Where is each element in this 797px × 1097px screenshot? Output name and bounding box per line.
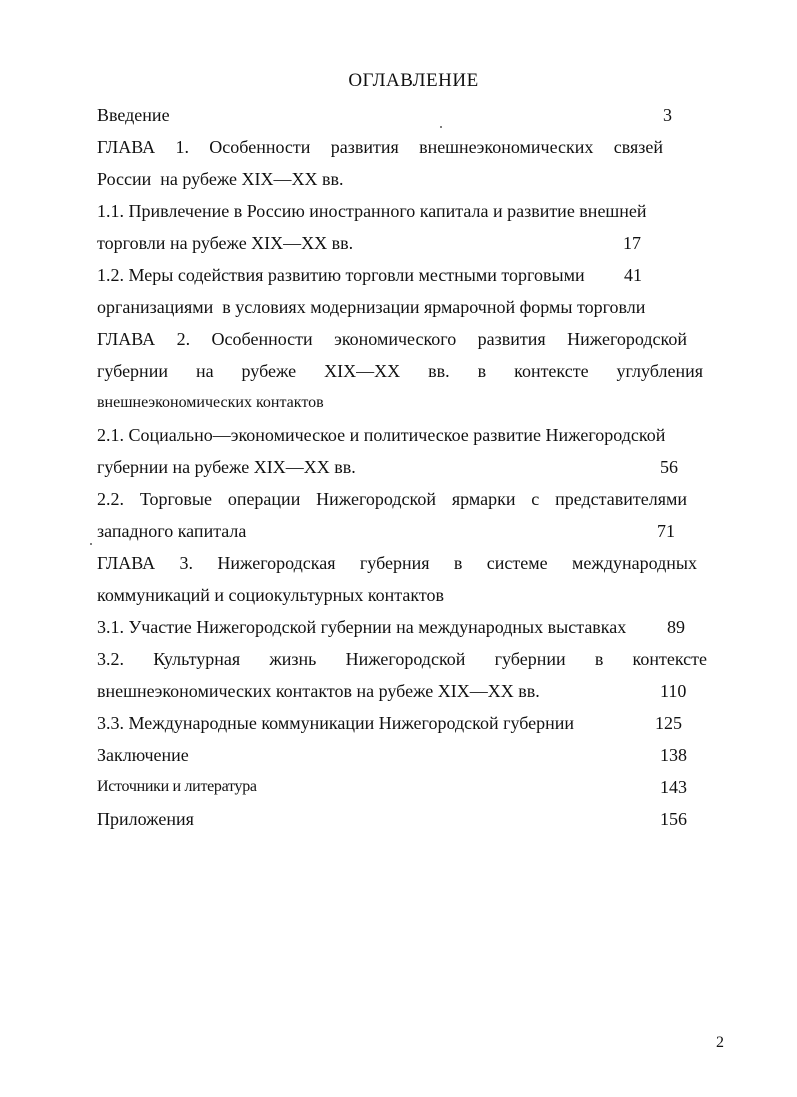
toc-page-1-1: 17 [623, 233, 641, 253]
toc-chapter-2-line-1: ГЛАВА 2. Особенности экономического развития Нижегородской [97, 329, 687, 349]
toc-entry-appendix: Приложения [97, 809, 194, 829]
toc-chapter-2-line-3: внешнеэкономических контактов [97, 394, 324, 411]
toc-page-2-1: 56 [660, 457, 678, 477]
toc-section-3-3-line-1: 3.3. Международные коммуникации Нижегородской губернии [97, 713, 575, 733]
toc-section-1-2-line-1: 1.2. Меры содействия развитию торговли местными торговыми [97, 265, 585, 285]
toc-entry-intro: Введение [97, 105, 170, 125]
toc-page-sources: 143 [660, 777, 687, 797]
toc-page-3-1: 89 [667, 617, 685, 637]
toc-page-appendix: 156 [660, 809, 687, 829]
toc-section-2-1-line-1: 2.1. Социально—экономическое и политическое развитие Нижегородской [97, 425, 666, 445]
toc-section-2-2-line-2: западного капитала [97, 521, 247, 541]
toc-page-3-3: 125 [655, 713, 682, 733]
toc-chapter-2-line-2: губернии на рубеже XIX—XX вв. в контексте углубления [97, 361, 703, 381]
toc-title: ОГЛАВЛЕНИЕ [348, 70, 479, 91]
toc-chapter-3-line-1: ГЛАВА 3. Нижегородская губерния в системе международных [97, 553, 697, 573]
toc-page-2-2: 71 [657, 521, 675, 541]
toc-section-2-1-line-2: губернии на рубеже XIX—XX вв. [97, 457, 356, 477]
toc-page-3-2: 110 [660, 681, 687, 701]
toc-section-3-1-line-1: 3.1. Участие Нижегородской губернии на международных выставках [97, 617, 627, 637]
toc-section-3-2-line-1: 3.2. Культурная жизнь Нижегородской губернии в контексте [97, 649, 707, 669]
toc-section-1-1-line-1: 1.1. Привлечение в Россию иностранного капитала и развитие внешней [97, 201, 647, 221]
toc-page-intro: 3 [663, 105, 672, 125]
toc-section-3-2-line-2: внешнеэкономических контактов на рубеже XIX—XX вв. [97, 681, 540, 701]
toc-chapter-3-line-2: коммуникаций и социокультурных контактов [97, 585, 445, 605]
toc-section-2-2-line-1: 2.2. Торговые операции Нижегородской ярмарки с представителями [97, 489, 687, 509]
toc-chapter-1-line-1: ГЛАВА 1. Особенности развития внешнеэкономических связей [97, 137, 663, 157]
toc-chapter-1-line-2: России на рубеже XIX—XX вв. [97, 169, 344, 189]
scan-speck [90, 543, 92, 545]
toc-page-conclusion: 138 [660, 745, 687, 765]
toc-entry-conclusion: Заключение [97, 745, 189, 765]
toc-entry-sources: Источники и литература [97, 778, 257, 795]
toc-section-1-2-line-2: организациями в условиях модернизации ярмарочной формы торговли [97, 297, 646, 317]
toc-section-1-1-line-2: торговли на рубеже XIX—XX вв. [97, 233, 354, 253]
page-number: 2 [716, 1034, 724, 1051]
scan-speck [440, 126, 442, 128]
toc-page-1-2: 41 [624, 265, 642, 285]
